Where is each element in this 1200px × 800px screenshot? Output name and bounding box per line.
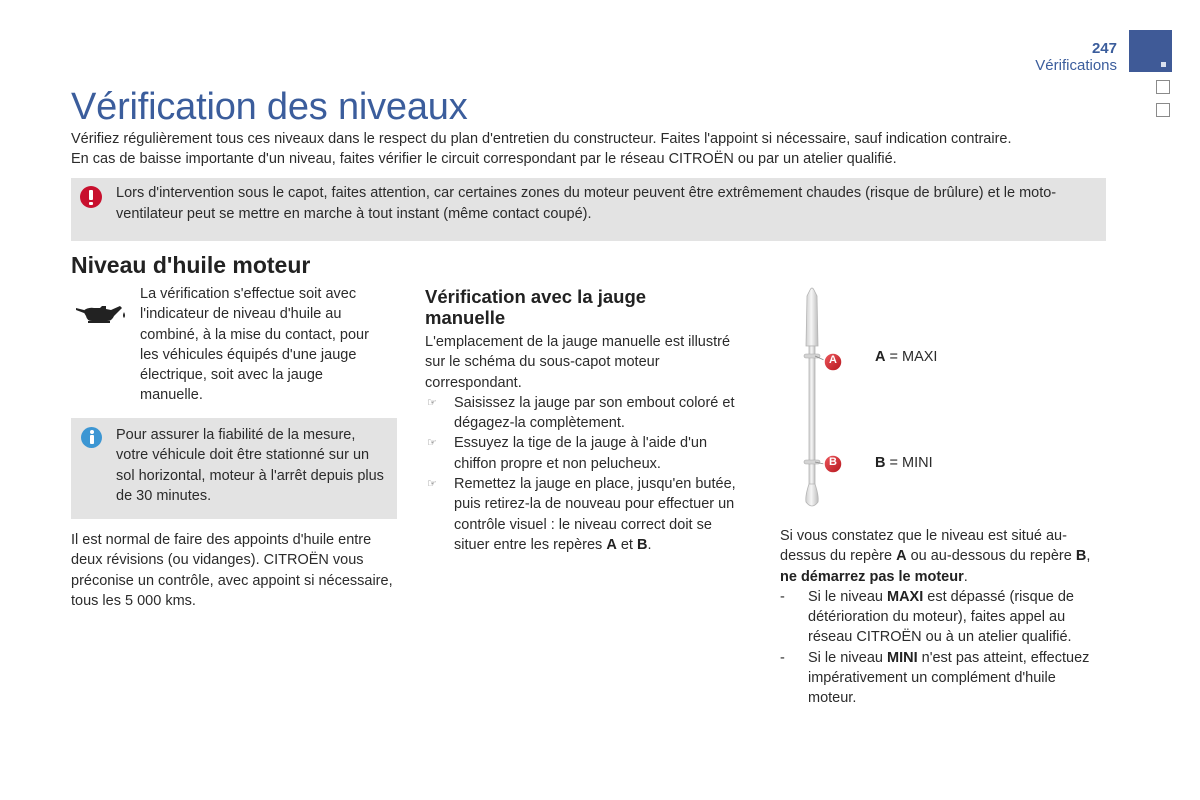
warning-text: Lors d'intervention sous le capot, faites attention, car certaines zones du moteur peuvent être extrêmement chaudes (risque de brûlure) et le moto-ventilateur peut se mettre en marche à tout instant (même contact coupé).: [116, 185, 1057, 222]
intro-text: En cas de baisse importante d'un niveau, faites vérifier le circuit correspondant par le réseau CITROËN ou par un atelier qualifié.: [71, 151, 897, 167]
chapter-tab: [1156, 103, 1170, 117]
oil-topup-text: Il est normal de faire des appoints d'huile entre deux révisions (ou vidanges). CITROËN vous préconise un contrôle, avec appoint si nécessaire, tous les 5 000 kms.: [71, 532, 393, 609]
list-item: - Si le niveau MINI n'est pas atteint, effectuez impérativement un complément d'huile moteur.: [780, 649, 1090, 707]
marker-a-label: A: [829, 354, 837, 366]
mini-label: B = MINI: [875, 455, 933, 471]
pointing-hand-icon: ☞: [427, 437, 437, 450]
step-text: Remettez la jauge en place, jusqu'en butée, puis retirez-la de nouveau pour effectuer un contrôle visuel : le niveau correct doit se situer entre les repères A et B.: [454, 476, 736, 553]
chapter-tab: [1156, 80, 1170, 94]
step-item: [425, 433, 745, 474]
intro-text: Vérifiez régulièrement tous ces niveaux dans le respect du plan d'entretien du constructeur. Faites l'appoint si nécessaire, sauf indication contraire.: [71, 131, 1012, 147]
info-text: Pour assurer la fiabilité de la mesure, votre véhicule doit être stationné sur un sol horizontal, moteur à l'arrêt depuis plus de 30 minutes.: [116, 427, 384, 504]
marker-b-label: B: [829, 456, 837, 468]
dipstick-instructions: [425, 332, 745, 555]
dipstick-intro: L'emplacement de la jauge manuelle est illustré sur le schéma du sous-capot moteur correspondant.: [425, 334, 731, 391]
maxi-label: A = MAXI: [875, 349, 938, 365]
step-text: Essuyez la tige de la jauge à l'aide d'un chiffon propre et non pelucheux.: [454, 435, 708, 472]
step-item: [425, 393, 745, 434]
page-title: Vérification des niveaux: [71, 86, 468, 128]
step-text: Saisissez la jauge par son embout coloré et dégagez-la complètement.: [454, 394, 735, 432]
page-number: 247: [1091, 40, 1117, 57]
oil-can-icon: [74, 302, 128, 333]
result-paragraph: Si vous constatez que le niveau est situé au-dessus du repère A ou au-dessous du repère B, ne démarrez pas le moteur.: [780, 528, 1091, 585]
pointing-hand-icon: ☞: [427, 478, 437, 491]
pointing-hand-icon: ☞: [427, 396, 437, 409]
subsection-heading: Vérification avec la jauge manuelle: [425, 286, 647, 328]
dipstick-illustration: [790, 284, 860, 519]
section-heading: Niveau d'huile moteur: [71, 252, 311, 278]
level-result-text: [780, 526, 1100, 709]
section-name: Vérifications: [1035, 57, 1117, 74]
list-item: - Si le niveau MAXI est dépassé (risque de détérioration du moteur), faites appel au réseau CITROËN ou à un atelier qualifié.: [780, 588, 1074, 646]
chapter-tab-active: [1129, 30, 1172, 72]
info-icon: [81, 427, 102, 448]
warning-exclamation-icon: [80, 186, 102, 208]
oil-check-text: La vérification s'effectue soit avec l'indicateur de niveau d'huile au combiné, à la mise du contact, pour les véhicules équipés d'une jauge électrique, soit avec la jauge manuelle.: [140, 286, 369, 404]
step-item: [425, 474, 745, 555]
